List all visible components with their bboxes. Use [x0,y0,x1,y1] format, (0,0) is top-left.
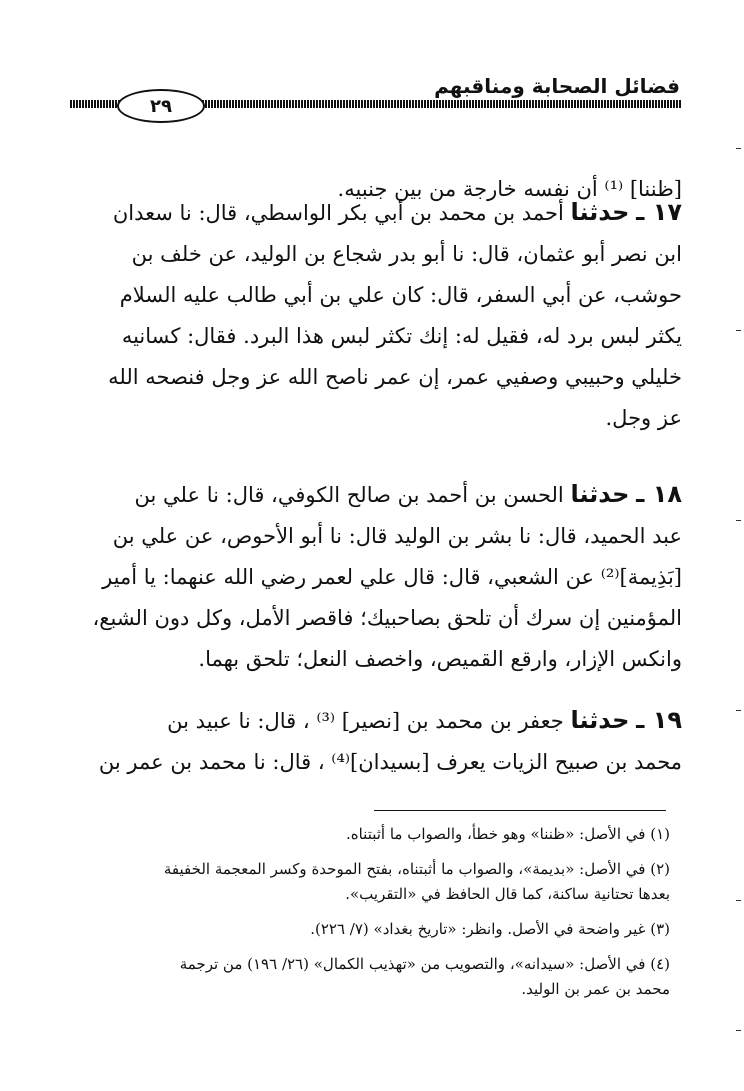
hadith-lead-word: حدثنا [570,706,630,734]
footnote-1: (١) في الأصل: «ظننا» وهو خطأ، والصواب ما أثبتناه. [345,825,670,843]
hadith-number: ١٨ ـ [636,480,682,508]
running-header-title: فضائل الصحابة ومناقبهم [434,74,680,98]
footnotes [72,822,670,1012]
scan-margin-mark [736,330,741,331]
hadith-text: الحسن بن أحمد بن صالح الكوفي، قال: نا علي بن عبد الحميد، قال: نا بشر بن الوليد قال: نا أبو الأحوص، عن علي بن [بَذِيمة]⁽²⁾ عن الشعبي، قال: قال علي لعمر رضي الله عنهما: يا أمير المؤمنين إن سرك أن تلحق بصاحبيك؛ فاقصر الأمل، وكل دون الشبع، وانكس الإزار، وارقع القميص، واخصف النعل؛ تلحق بهما. [92,483,682,671]
hadith-lead-word: حدثنا [570,480,630,508]
hadith-number: ١٩ ـ [636,706,682,734]
scan-margin-mark [736,148,741,149]
footnote-2: (٢) في الأصل: «بديمة»، والصواب ما أثبتناه، بفتح الموحدة وكسر المعجمة الخفيفة بعدها تحتانية ساكنة، كما قال الحافظ في «التقريب». [163,860,670,903]
page-number: ٢٩ [150,95,172,117]
scan-margin-mark [736,1030,741,1031]
scan-margin-mark [736,900,741,901]
hadith-text: جعفر بن محمد بن [نصير] ⁽³⁾ ، قال: نا عبيد بن محمد بن صبيح الزيات يعرف [بسيدان]⁽⁴⁾ ، قال: نا محمد بن عمر بن [98,709,682,774]
hadith-number: ١٧ ـ [636,198,682,226]
hadith-paragraph [72,474,682,680]
hadith-paragraph [72,192,682,439]
scan-margin-mark [736,710,741,711]
hadith-text: أحمد بن محمد بن أبي بكر الواسطي، قال: نا سعدان ابن نصر أبو عثمان، قال: نا أبو بدر شجاع بن الوليد، عن خلف بن حوشب، عن أبي السفر، قال: كان علي بن أبي طالب عليه السلام يكثر لبس برد له، فقيل له: إنك تكثر لبس هذا البرد. فقال: كسانيه خليلي وحبيبي وصفيي عمر، إن عمر ناصح الله عز وجل فنصحه الله عز وجل. [108,201,682,430]
page-number-badge [117,89,205,123]
intro-line-text: [ظننا] ⁽¹⁾ أن نفسه خارجة من بين جنبيه. [337,177,682,201]
scan-margin-mark [736,520,741,521]
footnote-separator [374,810,666,811]
hadith-paragraph [72,700,682,783]
footnote-3: (٣) غير واضحة في الأصل. وانظر: «تاريخ بغداد» (٧/ ٢٢٦). [310,920,670,938]
hadith-lead-word: حدثنا [570,198,630,226]
footnote-4: (٤) في الأصل: «سيدانه»، والتصويب من «تهذيب الكمال» (٢٦/ ١٩٦) من ترجمة محمد بن عمر بن الوليد. [179,955,670,998]
